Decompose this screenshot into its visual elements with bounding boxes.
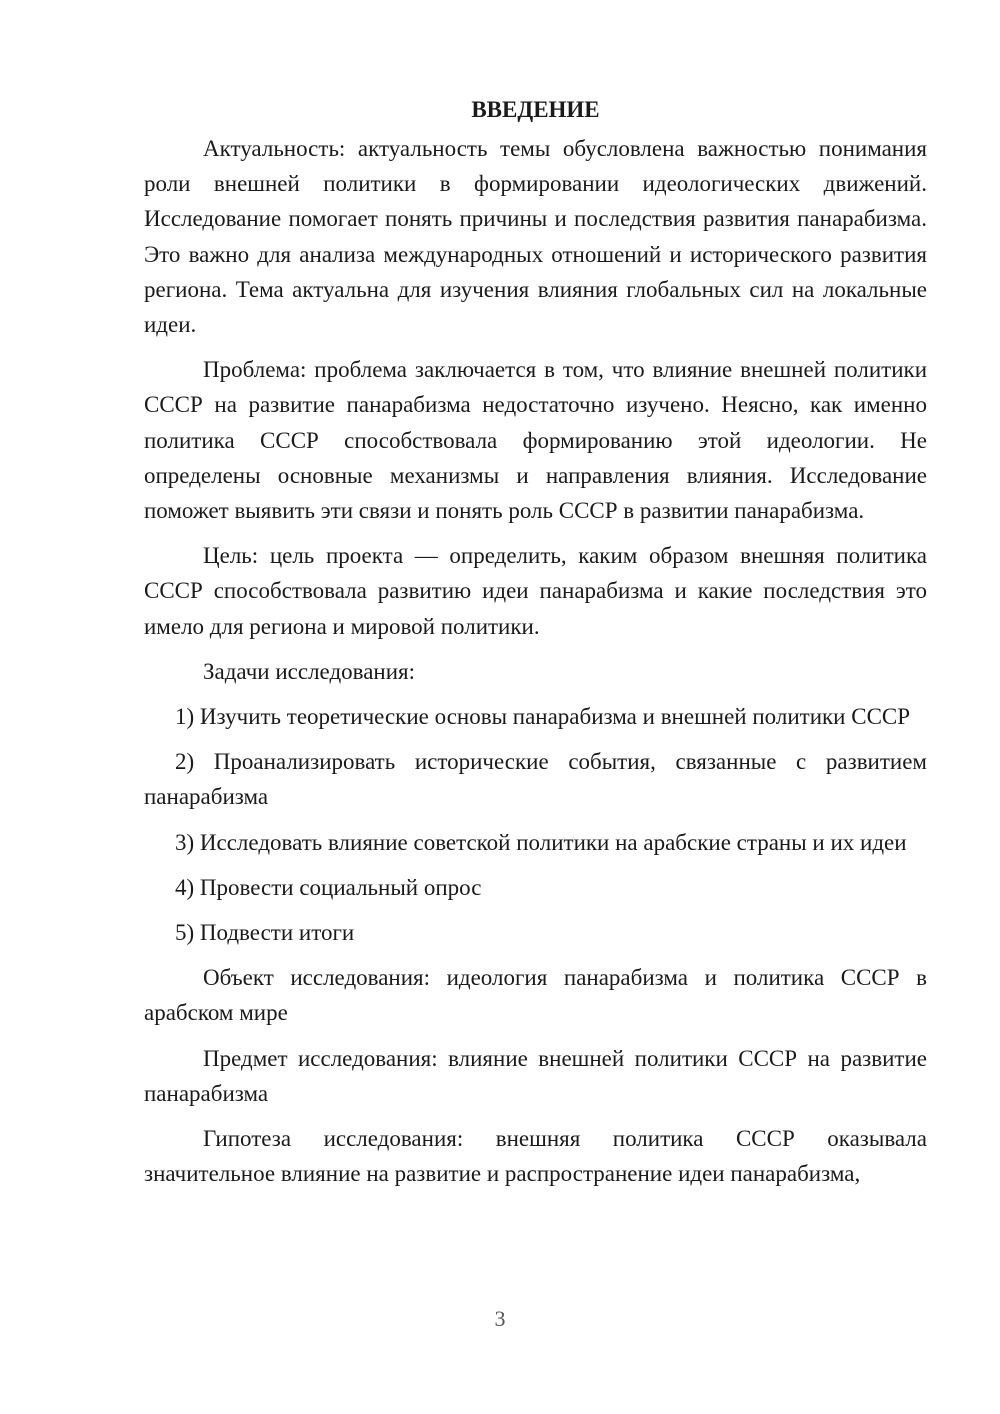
tasks-heading: Задачи исследования: [203, 658, 416, 684]
task-item: 3) Исследовать влияние советской политики на арабские страны и их идеи [175, 829, 907, 855]
problem-paragraph: Проблема: проблема заключается в том, что влияние внешней политики СССР на развитие панарабизма недостаточно изучено. Неясно, как именно политика СССР способствовала формированию этой идеологии. Не определены основные механизмы и направления влияния. Исследование поможет выявить эти связи и понять роль СССР в развитии панарабизма. [144, 357, 927, 524]
subject-paragraph: Предмет исследования: влияние внешней политики СССР на развитие панарабизма [144, 1045, 927, 1106]
hypothesis-paragraph: Гипотеза исследования: внешняя политика СССР оказывала значительное влияние на развитие и распространение идеи панарабизма, [144, 1126, 927, 1187]
task-item: 5) Подвести итоги [175, 920, 355, 946]
page-number: 3 [494, 1306, 506, 1331]
goal-paragraph: Цель: цель проекта — определить, каким образом внешняя политика СССР способствовала развитию идеи панарабизма и какие последствия это имело для региона и мировой политики. [144, 543, 927, 639]
task-item: 2) Проанализировать исторические события, связанные с развитием панарабизма [144, 749, 927, 810]
relevance-paragraph: Актуальность: актуальность темы обусловлена важностью понимания роли внешней политики в формировании идеологических движений. Исследование помогает понять причины и последствия развития панарабизма. Это важно для анализа международных отношений и исторического развития региона. Тема актуальна для изучения влияния глобальных сил на локальные идеи. [144, 136, 927, 338]
object-paragraph: Объект исследования: идеология панарабизма и политика СССР в арабском мире [144, 965, 927, 1026]
document-page [144, 92, 927, 1201]
task-item: 1) Изучить теоретические основы панарабизма и внешней политики СССР [175, 704, 911, 730]
task-item: 4) Провести социальный опрос [175, 874, 482, 900]
page-title: ВВЕДЕНИЕ [471, 97, 600, 122]
